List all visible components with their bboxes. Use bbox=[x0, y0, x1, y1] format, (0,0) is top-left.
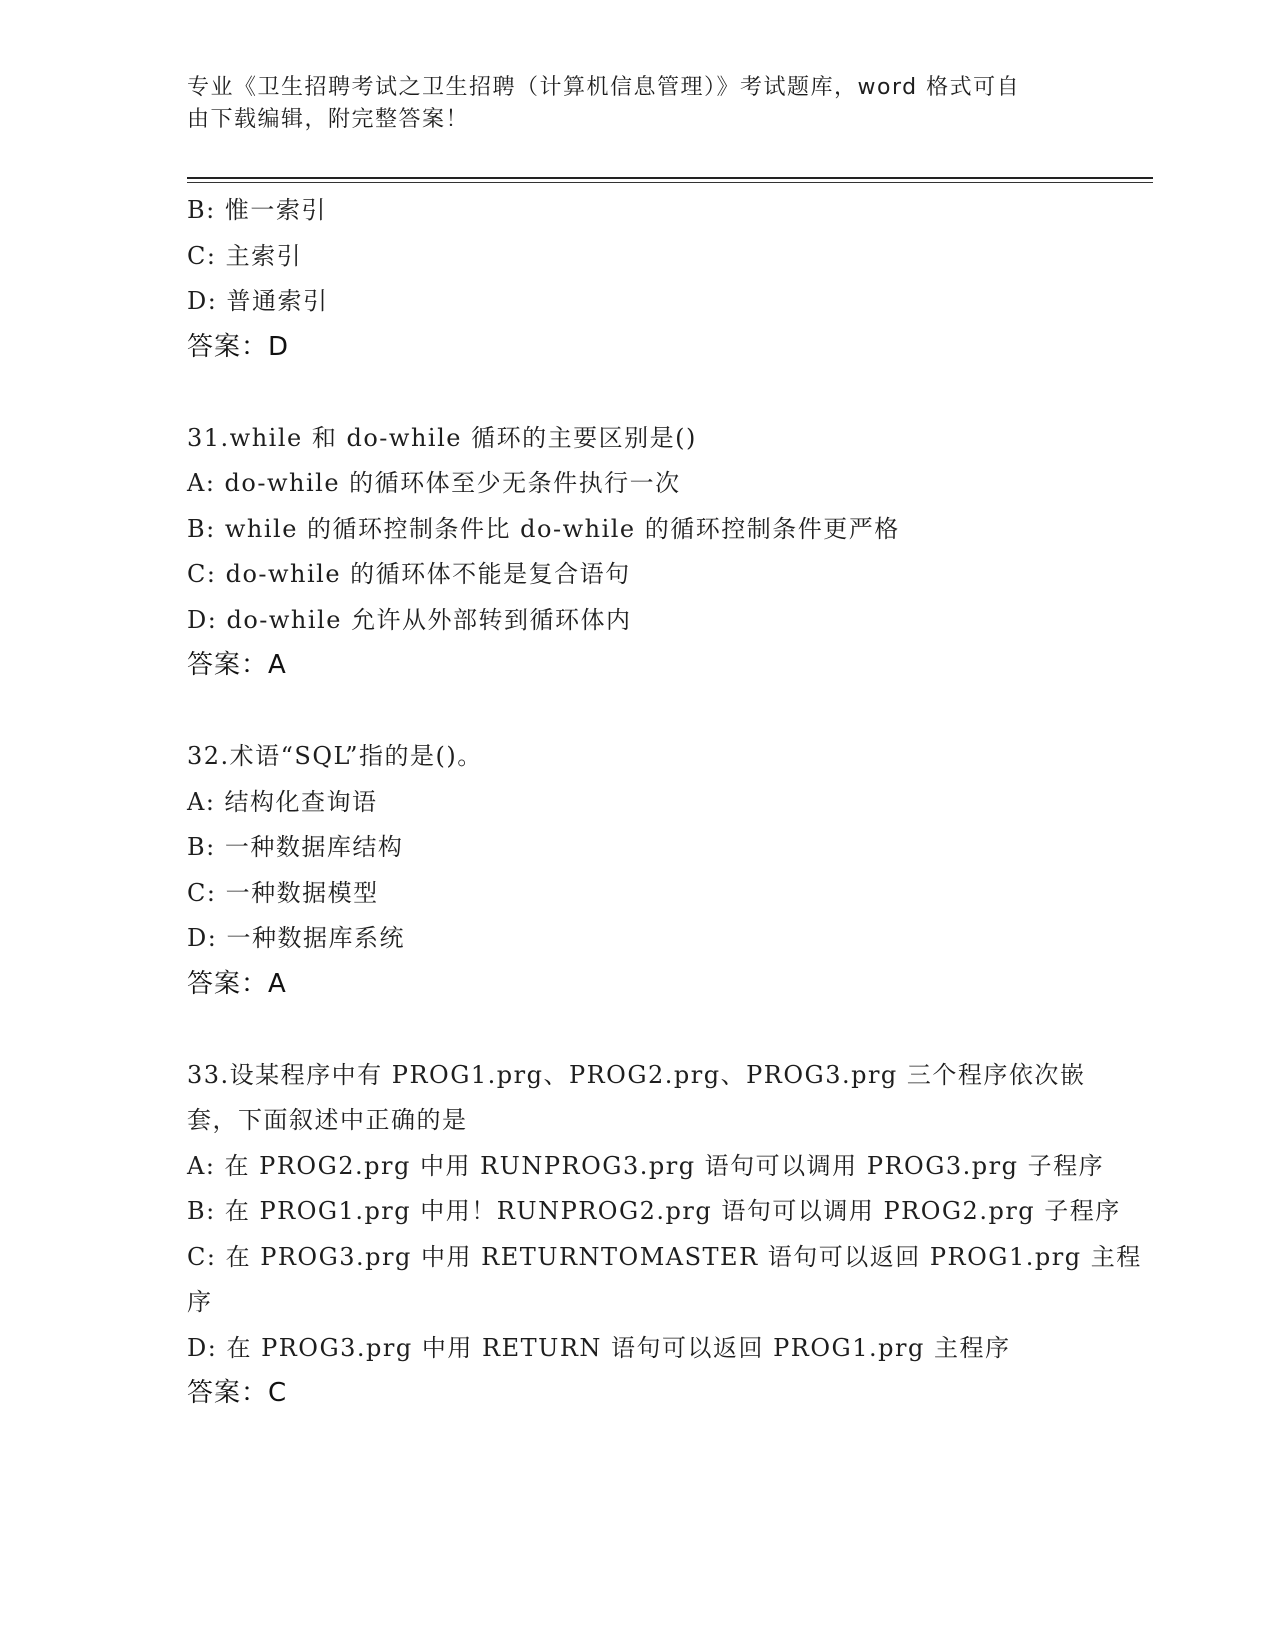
answer-line: 答案：A bbox=[187, 968, 287, 999]
question-stem: 31.while 和 do-while 循环的主要区别是() bbox=[187, 423, 697, 452]
answer-line: 答案：C bbox=[187, 1378, 288, 1408]
option-d: D: 一种数据库系统 bbox=[187, 924, 405, 952]
spacer bbox=[187, 370, 1087, 416]
question-33 bbox=[187, 1053, 1142, 1417]
option-d: D: 普通索引 bbox=[187, 287, 329, 315]
question-30-continued bbox=[187, 188, 1087, 370]
spacer bbox=[187, 689, 1087, 735]
header-intro-line-2: 由下载编辑，附完整答案！ bbox=[187, 107, 470, 132]
option-a: A: 结构化查询语 bbox=[187, 787, 378, 816]
option-b: B: 惟一索引 bbox=[187, 196, 327, 224]
question-stem-line-2: 套，下面叙述中正确的是 bbox=[187, 1106, 468, 1134]
header-rule-thin bbox=[187, 182, 1153, 183]
document-body bbox=[187, 188, 1142, 1417]
answer-line: 答案：A bbox=[187, 650, 287, 680]
option-c: C: 一种数据模型 bbox=[187, 878, 379, 907]
question-31 bbox=[187, 416, 1087, 689]
document-header bbox=[187, 72, 1067, 136]
option-c: C: 在 PROG3.prg 中用 RETURNTOMASTER 语句可以返回 PROG1.prg 主程 bbox=[187, 1242, 1142, 1271]
option-b: B: 一种数据库结构 bbox=[187, 833, 404, 861]
option-a: A: 在 PROG2.prg 中用 RUNPROG3.prg 语句可以调用 PROG3.prg 子程序 bbox=[187, 1151, 1105, 1180]
header-rule-thick bbox=[187, 177, 1153, 179]
option-c: C: 主索引 bbox=[187, 241, 303, 270]
option-c-continuation: 序 bbox=[187, 1288, 213, 1316]
question-32 bbox=[187, 734, 1087, 1007]
spacer bbox=[187, 1007, 1087, 1053]
option-b: B: while 的循环控制条件比 do-while 的循环控制条件更严格 bbox=[187, 514, 900, 543]
option-d: D: 在 PROG3.prg 中用 RETURN 语句可以返回 PROG1.prg 主程序 bbox=[187, 1333, 1011, 1362]
answer-line: 答案：D bbox=[187, 331, 290, 362]
option-c: C: do-while 的循环体不能是复合语句 bbox=[187, 560, 631, 588]
header-intro-line-1: 专业《卫生招聘考试之卫生招聘（计算机信息管理）》考试题库，word 格式可自 bbox=[187, 75, 1021, 100]
question-stem: 32.术语“SQL”指的是()。 bbox=[187, 742, 483, 770]
option-a: A: do-while 的循环体至少无条件执行一次 bbox=[187, 469, 681, 497]
question-stem-line-1: 33.设某程序中有 PROG1.prg、PROG2.prg、PROG3.prg 三个程序依次嵌 bbox=[187, 1060, 1086, 1089]
option-d: D: do-while 允许从外部转到循环体内 bbox=[187, 605, 632, 634]
option-b: B: 在 PROG1.prg 中用！RUNPROG2.prg 语句可以调用 PROG2.prg 子程序 bbox=[187, 1197, 1121, 1225]
